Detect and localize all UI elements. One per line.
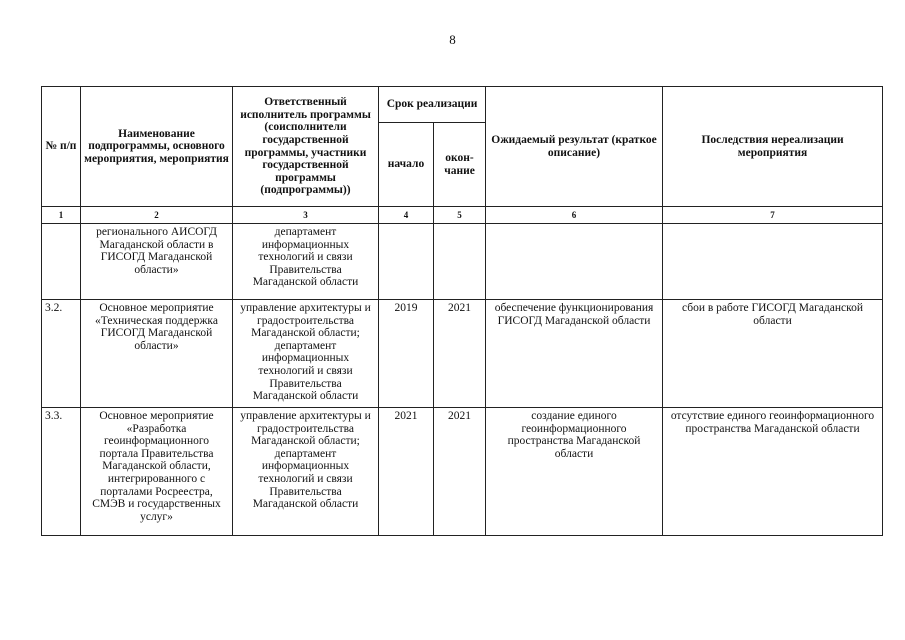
row-end: 2021 xyxy=(434,300,486,408)
row-end: 2021 xyxy=(434,408,486,536)
page-number: 8 xyxy=(449,32,456,47)
row-consequences xyxy=(663,224,883,300)
column-number: 6 xyxy=(486,207,663,224)
table-row xyxy=(42,300,883,408)
row-result: обеспечение функционирования ГИСОГД Магаданской области xyxy=(486,300,663,408)
column-number: 1 xyxy=(42,207,81,224)
header-name: Наименование подпрограммы, основного мероприятия, мероприятия xyxy=(81,87,233,207)
row-consequences: сбои в работе ГИСОГД Магаданской области xyxy=(663,300,883,408)
row-executor: управление архитектуры и градостроительства Магаданской области; департамент информационных технологий и связи Правительства Магаданской области xyxy=(233,408,379,536)
row-result xyxy=(486,224,663,300)
row-consequences: отсутствие единого геоинформационного пространства Магаданской области xyxy=(663,408,883,536)
header-consequences: Последствия нереализации мероприятия xyxy=(663,87,883,207)
row-end xyxy=(434,224,486,300)
header-executor: Ответственный исполнитель программы (соисполнители государственной программы, участники государственной программы (подпрограммы)) xyxy=(233,87,379,207)
row-name: Основное мероприятие «Техническая поддержка ГИСОГД Магаданской области» xyxy=(81,300,233,408)
row-start: 2019 xyxy=(379,300,434,408)
row-result: создание единого геоинформационного пространства Магаданской области xyxy=(486,408,663,536)
header-start: начало xyxy=(379,123,434,207)
row-name: регионального АИСОГД Магаданской области в ГИСОГД Магаданской области» xyxy=(81,224,233,300)
row-start: 2021 xyxy=(379,408,434,536)
column-number: 3 xyxy=(233,207,379,224)
column-number: 4 xyxy=(379,207,434,224)
row-num xyxy=(42,224,81,300)
column-number: 5 xyxy=(434,207,486,224)
column-number: 2 xyxy=(81,207,233,224)
header-num: № п/п xyxy=(42,87,81,207)
row-executor: управление архитектуры и градостроительства Магаданской области; департамент информационных технологий и связи Правительства Магаданской области xyxy=(233,300,379,408)
row-start xyxy=(379,224,434,300)
program-table xyxy=(41,86,883,536)
table-row xyxy=(42,224,883,300)
column-numbers-row xyxy=(42,207,883,224)
row-name: Основное мероприятие «Разработка геоинформационного портала Правительства Магаданской области, интегрированного с порталами Росреестра, СМЭВ и государственных услуг» xyxy=(81,408,233,536)
table-row xyxy=(42,408,883,536)
header-end: окон-чание xyxy=(434,123,486,207)
header-result: Ожидаемый результат (краткое описание) xyxy=(486,87,663,207)
row-executor: департамент информационных технологий и связи Правительства Магаданской области xyxy=(233,224,379,300)
row-num: 3.2. xyxy=(42,300,81,408)
header-period: Срок реализации xyxy=(379,87,486,123)
row-num: 3.3. xyxy=(42,408,81,536)
column-number: 7 xyxy=(663,207,883,224)
